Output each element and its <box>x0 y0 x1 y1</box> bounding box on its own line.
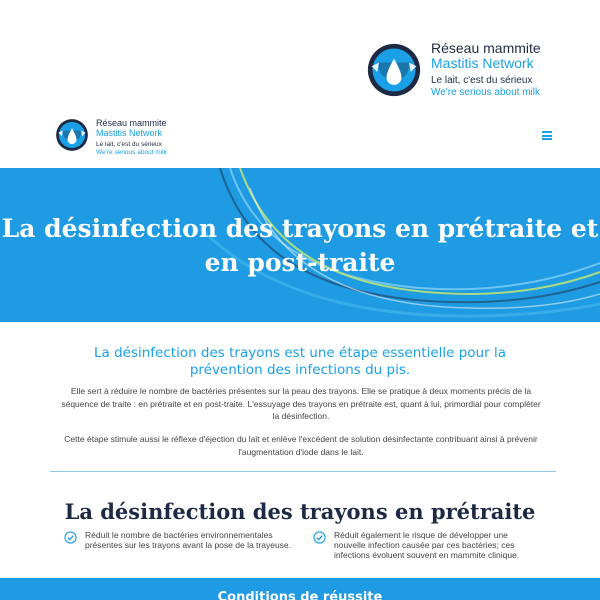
hero-title: La désinfection des trayons en prétraite et en post-traite <box>1 214 599 277</box>
benefit-text: Réduit également le risque de développer une nouvelle infection causée par ces bactéries; ces infections évoluent souvent en mammite clinique. <box>334 530 520 560</box>
brand-name-fr: Réseau mammite <box>431 40 541 56</box>
conditions-title: Conditions de réussite <box>217 590 383 600</box>
conditions-banner <box>0 578 600 600</box>
brand-tagline-fr: Le lait, c'est du sérieux <box>431 75 533 86</box>
check-circle-icon <box>313 531 326 544</box>
intro-paragraph-1: Elle sert à réduire le nombre de bactéries présentes sur la peau des trayons. Elle se pratique à deux moments précis de la séquence de traite : en prétraite et en post-traite. L'essuyage des trayons en prétraite est, quant à lui, primordial pour compléter la désinfection. <box>61 386 541 421</box>
header-brand-name-en: Mastitis Network <box>96 128 163 138</box>
hero-banner <box>0 168 600 322</box>
section-divider <box>50 471 556 472</box>
benefit-item <box>313 530 538 560</box>
intro-paragraph-2: Cette étape stimule aussi le réflexe d'éjection du lait et enlève l'excédent de solution désinfectante contribuant ainsi à prévenir l'augmentation d'iode dans le lait. <box>64 434 538 457</box>
header-brand-name-fr: Réseau mammite <box>96 118 167 128</box>
benefit-text: Réduit le nombre de bactéries environnementales présentes sur les trayons avant la pose de la trayeuse. <box>85 530 292 550</box>
mastitis-network-logo-icon <box>366 42 422 98</box>
pretraite-section-title: La désinfection des trayons en prétraite <box>64 499 536 524</box>
check-circle-icon <box>64 531 77 544</box>
brand-name-en: Mastitis Network <box>431 55 534 71</box>
header-tagline-en: We're serious about milk <box>96 149 167 156</box>
brand-tagline-en: We're serious about milk <box>431 87 540 98</box>
header-logo-icon[interactable] <box>55 118 89 152</box>
hamburger-menu-icon[interactable] <box>542 131 552 140</box>
benefit-item <box>64 530 294 550</box>
header-tagline-fr: Le lait, c'est du sérieux <box>96 141 162 148</box>
intro-heading: La désinfection des trayons est une étape essentielle pour la prévention des infections du pis. <box>94 345 506 378</box>
